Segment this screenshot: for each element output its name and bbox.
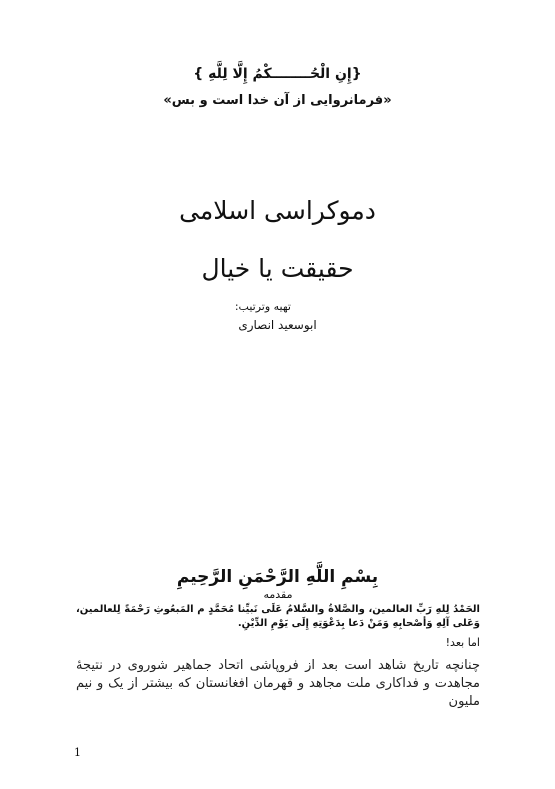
body-paragraph: چنانچه تاریخ شاهد است بعد از فروپاشی اتحاد جماهیر شوروی در نتیجۀ مجاهدت و فداکاری ملت مجاهد و قهرمان افغانستان که بیشتر از یک و نیم ملیون: [76, 658, 480, 709]
amma-bad: اما بعد!: [445, 636, 480, 649]
quran-verse: {إِنِ الْحُــــــــكْمُ إِلَّا لِلَّهِ }: [193, 66, 362, 82]
verse-translation: «فرمانروایی از آن خدا است و بس»: [163, 93, 392, 108]
document-title: دموکراسی اسلامی: [179, 196, 376, 225]
author-name: ابوسعید انصاری: [238, 318, 317, 332]
document-subtitle: حقیقت یا خیال: [201, 254, 354, 283]
page-number: 1: [74, 746, 81, 759]
opening-praise: الحَمْدُ لِلهِ رَبِّ العالمين، والصَّلاةُ والسَّلامُ عَلَى نَبيِّنا مُحَمَّدٍ م المَبعُوثِ رَحْمَةً لِلعالمين، وَعَلى آلِهِ وَأصْحابِهِ وَمَنْ دَعا بِدَعْوَتِهِ إِلَى يَوْمِ الدِّيْنِ.: [76, 604, 480, 629]
prepared-by-label: تهیه وترتیب:: [234, 300, 291, 313]
basmala: بِسْمِ اللَّهِ الرَّحْمَنِ الرَّحِيمِ: [176, 567, 379, 587]
introduction-heading: مقدمه: [263, 588, 293, 601]
